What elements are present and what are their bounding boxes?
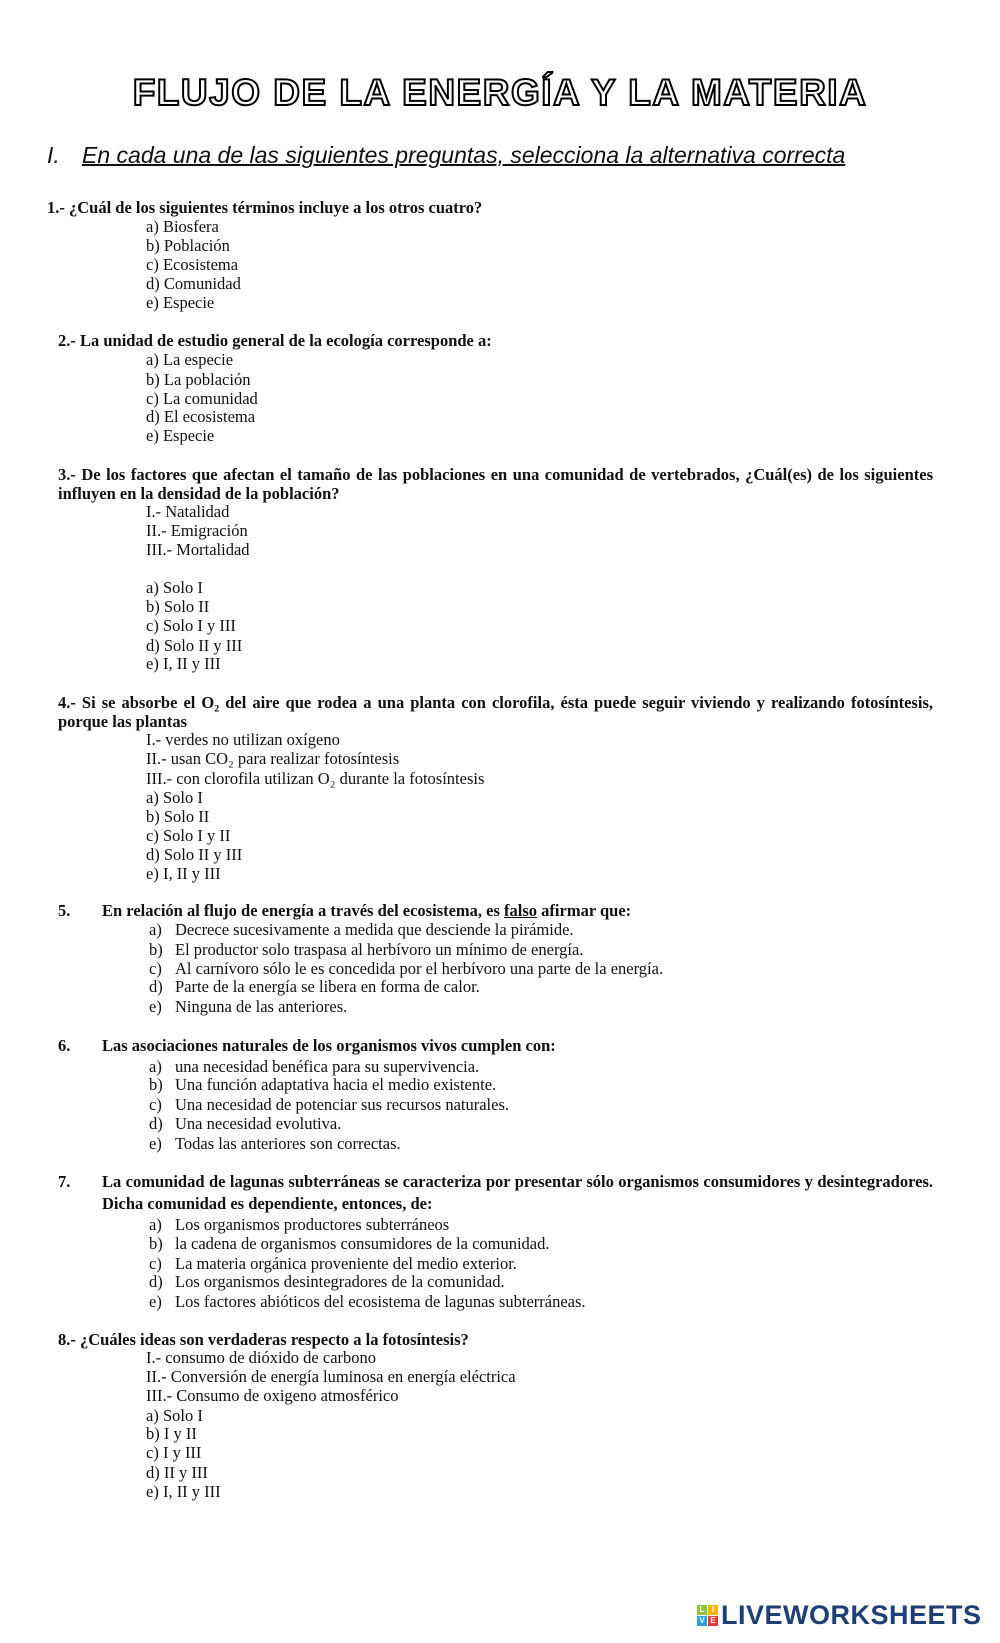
logo-cube: L	[697, 1605, 707, 1615]
answer-option[interactable]: d) El ecosistema	[146, 407, 256, 426]
option-letter[interactable]: b)	[149, 940, 163, 959]
logo-cube: E	[708, 1616, 718, 1626]
answer-option[interactable]: c) La comunidad	[146, 389, 258, 408]
answer-option[interactable]: d) Comunidad	[146, 274, 241, 293]
logo-cubes-icon	[697, 1605, 718, 1626]
question-number: 7.	[58, 1172, 71, 1191]
question-number: 5.	[58, 901, 71, 920]
question-8: 8.- ¿Cuáles ideas son verdaderas respecto a la fotosíntesis?	[58, 1330, 469, 1349]
answer-option[interactable]: a) Solo I	[146, 1406, 203, 1425]
option-text[interactable]: Al carnívoro sólo le es concedida por el herbívoro una parte de la energía.	[175, 959, 664, 978]
option-text[interactable]: una necesidad benéfica para su supervivencia.	[175, 1057, 480, 1076]
answer-option[interactable]: c) Solo I y III	[146, 616, 236, 635]
option-text[interactable]: la cadena de organismos consumidores de la comunidad.	[175, 1234, 550, 1253]
answer-option[interactable]: a) Solo I	[146, 578, 203, 597]
option-text[interactable]: Decrece sucesivamente a medida que desciende la pirámide.	[175, 920, 574, 939]
option-letter[interactable]: d)	[149, 1272, 163, 1291]
option-letter[interactable]: c)	[149, 1095, 162, 1114]
option-letter[interactable]: e)	[149, 997, 162, 1016]
question-2: 2.- La unidad de estudio general de la ecología corresponde a:	[58, 331, 492, 350]
question-text-part: afirmar que:	[537, 901, 632, 920]
option-letter[interactable]: d)	[149, 977, 163, 996]
answer-option[interactable]: b) La población	[146, 370, 251, 389]
statement: II.- Conversión de energía luminosa en energía eléctrica	[146, 1367, 516, 1386]
question-text-part: La comunidad de lagunas subterráneas se caracteriza por presentar sólo organismos consumidores y desintegradores. Dicha comunidad es dependiente, entonces, de:	[102, 1172, 933, 1213]
option-letter[interactable]: a)	[149, 1215, 162, 1234]
question-body	[102, 1036, 933, 1055]
section-number: I.	[47, 142, 60, 168]
statement: II.- Emigración	[146, 521, 248, 540]
statement: III.- con clorofila utilizan O₂ durante la fotosíntesis	[146, 769, 485, 788]
option-letter[interactable]: a)	[149, 1057, 162, 1076]
logo-text: LIVEWORKSHEETS	[721, 1600, 982, 1630]
option-text[interactable]: Una función adaptativa hacia el medio existente.	[175, 1075, 497, 1094]
question-text-part: En relación al flujo de energía a través del ecosistema, es	[102, 901, 505, 920]
option-letter[interactable]: c)	[149, 959, 162, 978]
statement: II.- usan CO₂ para realizar fotosíntesis	[146, 749, 400, 768]
question-4: 4.- Si se absorbe el O₂ del aire que rodea a una planta con clorofila, ésta puede seguir viviendo y realizando fotosíntesis, porque las plantas	[58, 693, 933, 731]
question-7	[58, 1171, 933, 1215]
statement: I.- consumo de dióxido de carbono	[146, 1348, 377, 1367]
question-6	[58, 1036, 933, 1055]
option-text[interactable]: La materia orgánica proveniente del medio exterior.	[175, 1254, 517, 1273]
option-text[interactable]: El productor solo traspasa al herbívoro un mínimo de energía.	[175, 940, 584, 959]
question-3: 3.- De los factores que afectan el tamaño de las poblaciones en una comunidad de vertebrados, ¿Cuál(es) de los siguientes influyen en la densidad de la población?	[58, 465, 933, 503]
option-text[interactable]: Parte de la energía se libera en forma de calor.	[175, 977, 480, 996]
answer-option[interactable]: e) Especie	[146, 426, 215, 445]
worksheet-title: FLUJO DE LA ENERGÍA Y LA MATERIA	[132, 72, 868, 113]
option-letter[interactable]: a)	[149, 920, 162, 939]
answer-option[interactable]: e) I, II y III	[146, 864, 221, 883]
question-number: 6.	[58, 1036, 71, 1055]
option-letter[interactable]: b)	[149, 1234, 163, 1253]
option-text[interactable]: Una necesidad evolutiva.	[175, 1114, 342, 1133]
question-1: 1.- ¿Cuál de los siguientes términos incluye a los otros cuatro?	[47, 198, 483, 217]
option-letter[interactable]: e)	[149, 1134, 162, 1153]
option-text[interactable]: Una necesidad de potenciar sus recursos naturales.	[175, 1095, 509, 1114]
option-letter[interactable]: e)	[149, 1292, 162, 1311]
statement: III.- Mortalidad	[146, 540, 250, 559]
option-letter[interactable]: d)	[149, 1114, 163, 1133]
option-text[interactable]: Los factores abióticos del ecosistema de lagunas subterráneas.	[175, 1292, 586, 1311]
answer-option[interactable]: a) Solo I	[146, 788, 203, 807]
answer-option[interactable]: b) I y II	[146, 1424, 197, 1443]
logo-cube: I	[708, 1605, 718, 1615]
liveworksheets-logo	[697, 1600, 982, 1631]
answer-option[interactable]: d) Solo II y III	[146, 636, 243, 655]
answer-option[interactable]: d) Solo II y III	[146, 845, 243, 864]
option-text[interactable]: Todas las anteriores son correctas.	[175, 1134, 401, 1153]
option-text[interactable]: Los organismos productores subterráneos	[175, 1215, 450, 1234]
answer-option[interactable]: e) I, II y III	[146, 1482, 221, 1501]
answer-option[interactable]: d) II y III	[146, 1463, 208, 1482]
option-text[interactable]: Los organismos desintegradores de la comunidad.	[175, 1272, 505, 1291]
option-letter[interactable]: c)	[149, 1254, 162, 1273]
answer-option[interactable]: a) La especie	[146, 350, 234, 369]
question-text-part: Las asociaciones naturales de los organismos vivos cumplen con:	[102, 1036, 556, 1055]
answer-option[interactable]: e) Especie	[146, 293, 215, 312]
question-body	[102, 901, 933, 920]
statement: III.- Consumo de oxigeno atmosférico	[146, 1386, 399, 1405]
statement: I.- verdes no utilizan oxígeno	[146, 730, 340, 749]
answer-option[interactable]: b) Solo II	[146, 807, 210, 826]
answer-option[interactable]: c) I y III	[146, 1443, 202, 1462]
logo-cube: V	[697, 1616, 707, 1626]
answer-option[interactable]: a) Biosfera	[146, 217, 219, 236]
statement: I.- Natalidad	[146, 502, 230, 521]
underlined-word: falso	[504, 901, 538, 920]
answer-option[interactable]: b) Solo II	[146, 597, 210, 616]
option-text[interactable]: Ninguna de las anteriores.	[175, 997, 348, 1016]
option-letter[interactable]: b)	[149, 1075, 163, 1094]
answer-option[interactable]: c) Solo I y II	[146, 826, 231, 845]
question-5	[58, 901, 933, 920]
answer-option[interactable]: c) Ecosistema	[146, 255, 239, 274]
answer-option[interactable]: e) I, II y III	[146, 654, 221, 673]
answer-option[interactable]: b) Población	[146, 236, 230, 255]
question-body	[102, 1171, 933, 1215]
section-instruction: En cada una de las siguientes preguntas, selecciona la alternativa correcta	[82, 142, 846, 168]
